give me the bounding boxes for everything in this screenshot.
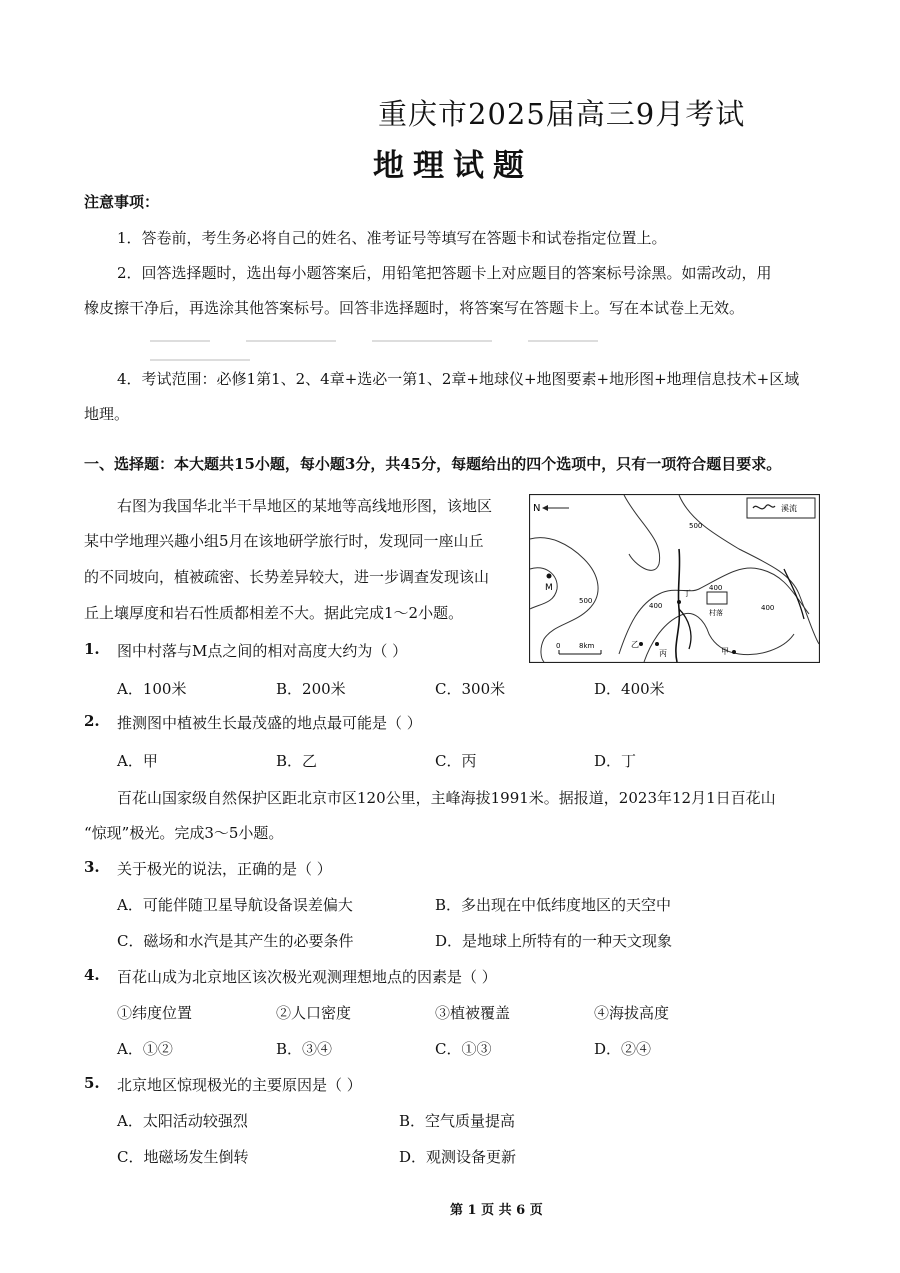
q2-stem: 推测图中植被生长最茂盛的地点最可能是（ ）: [117, 714, 422, 732]
notice-item-4-line-1: 4．考试范围：必修1第1、2、4章+选必一第1、2章+地球仪+地图要素+地形图+地理信息技术+区域: [117, 370, 800, 388]
q4-factor-3: ③植被覆盖: [435, 1004, 511, 1022]
point-jia-marker: [732, 650, 736, 654]
q1-number: 1.: [84, 640, 100, 658]
point-ding-label: 丁: [683, 589, 691, 598]
q1-option-d[interactable]: D．400米: [594, 680, 665, 698]
village-label: 村落: [709, 609, 723, 617]
q2-option-a[interactable]: A．甲: [117, 752, 158, 770]
q4-option-a[interactable]: A．①②: [117, 1040, 173, 1058]
subject-title: 地理试题: [373, 148, 533, 184]
point-m-marker: [547, 574, 552, 579]
north-label: N: [533, 503, 541, 514]
q3-option-b[interactable]: B．多出现在中低纬度地区的天空中: [435, 896, 672, 914]
q2-option-b[interactable]: B．乙: [276, 752, 318, 770]
q5-number: 5.: [84, 1074, 100, 1092]
legend-label: 溪流: [781, 504, 797, 513]
section-heading: 一、选择题：本大题共15小题，每小题3分，共45分，每题给出的四个选项中，只有一项符合题目要求。: [84, 455, 782, 473]
notice-item-4-line-2: 地理。: [84, 405, 130, 423]
q3-option-a[interactable]: A．可能伴随卫星导航设备误差偏大: [117, 896, 353, 914]
q3-option-c[interactable]: C．磁场和水汽是其产生的必要条件: [117, 932, 354, 950]
point-ding-marker: [677, 600, 681, 604]
q3-stem: 关于极光的说法，正确的是（ ）: [117, 860, 332, 878]
passage2-line-2: “惊现”极光。完成3～5小题。: [84, 824, 284, 842]
point-bing-label: 丙: [659, 649, 667, 658]
q5-stem: 北京地区惊现极光的主要原因是（ ）: [117, 1076, 362, 1094]
q5-option-c[interactable]: C．地磁场发生倒转: [117, 1148, 249, 1166]
notice-item-2-line-2: 橡皮擦干净后，再选涂其他答案标号。回答非选择题时，将答案写在答题卡上。写在本试卷上无效。: [84, 299, 745, 317]
q4-stem: 百花山成为北京地区该次极光观测理想地点的因素是（ ）: [117, 968, 497, 986]
q2-option-d[interactable]: D．丁: [594, 752, 637, 770]
point-yi-label: 乙: [631, 640, 639, 649]
q4-factor-4: ④海拔高度: [594, 1004, 670, 1022]
scale-zero: 0: [556, 642, 561, 650]
point-jia-label: 甲: [721, 647, 729, 656]
contour-map: [529, 494, 820, 663]
passage1-line-3: 的不同坡向，植被疏密、长势差异较大，进一步调查发现该山: [84, 568, 490, 586]
q4-factor-2: ②人口密度: [276, 1004, 352, 1022]
q4-option-d[interactable]: D．②④: [594, 1040, 652, 1058]
village-marker: [707, 592, 727, 604]
q3-option-d[interactable]: D．是地球上所特有的一种天文现象: [435, 932, 673, 950]
q1-option-c[interactable]: C．300米: [435, 680, 506, 698]
q2-number: 2.: [84, 712, 100, 730]
point-m-label: M: [545, 583, 553, 593]
contour-label: 400: [649, 602, 663, 610]
contour-label: 400: [761, 604, 775, 612]
q5-option-d[interactable]: D．观测设备更新: [399, 1148, 517, 1166]
passage1-line-4: 丘上壤厚度和岩石性质都相差不大。据此完成1～2小题。: [84, 604, 464, 622]
passage1-line-1: 右图为我国华北半干旱地区的某地等高线地形图，该地区: [117, 497, 493, 515]
faint-line: [150, 340, 750, 344]
notice-item-2-line-1: 2．回答选择题时，选出每小题答案后，用铅笔把答题卡上对应题目的答案标号涂黑。如需改动，用: [117, 264, 772, 282]
q5-option-b[interactable]: B．空气质量提高: [399, 1112, 516, 1130]
passage2-line-1: 百花山国家级自然保护区距北京市区120公里，主峰海拔1991米。据报道，2023年12月1日百花山: [117, 789, 776, 807]
point-yi-marker: [639, 642, 643, 646]
contour-label: 400: [709, 584, 723, 592]
q1-stem: 图中村落与M点之间的相对高度大约为（ ）: [117, 642, 408, 660]
q2-option-c[interactable]: C．丙: [435, 752, 477, 770]
q4-option-b[interactable]: B．③④: [276, 1040, 333, 1058]
point-bing-marker: [655, 642, 659, 646]
scale-label: 8km: [579, 642, 595, 650]
notice-heading: 注意事项：: [84, 193, 160, 211]
contour-label: 500: [689, 522, 703, 530]
contour-label: 500: [579, 597, 593, 605]
page-footer: 第 1 页 共 6 页: [450, 1203, 543, 1218]
q4-option-c[interactable]: C．①③: [435, 1040, 492, 1058]
passage1-line-2: 某中学地理兴趣小组5月在该地研学旅行时，发现同一座山丘: [84, 532, 484, 550]
q4-number: 4.: [84, 966, 100, 984]
q3-number: 3.: [84, 858, 100, 876]
exam-title: 重庆市2025届高三9月考试: [378, 97, 746, 131]
q1-option-a[interactable]: A．100米: [117, 680, 187, 698]
q5-option-a[interactable]: A．太阳活动较强烈: [117, 1112, 248, 1130]
notice-item-1: 1．答卷前，考生务必将自己的姓名、准考证号等填写在答题卡和试卷指定位置上。: [117, 229, 667, 247]
q4-factor-1: ①纬度位置: [117, 1004, 193, 1022]
q1-option-b[interactable]: B．200米: [276, 680, 346, 698]
